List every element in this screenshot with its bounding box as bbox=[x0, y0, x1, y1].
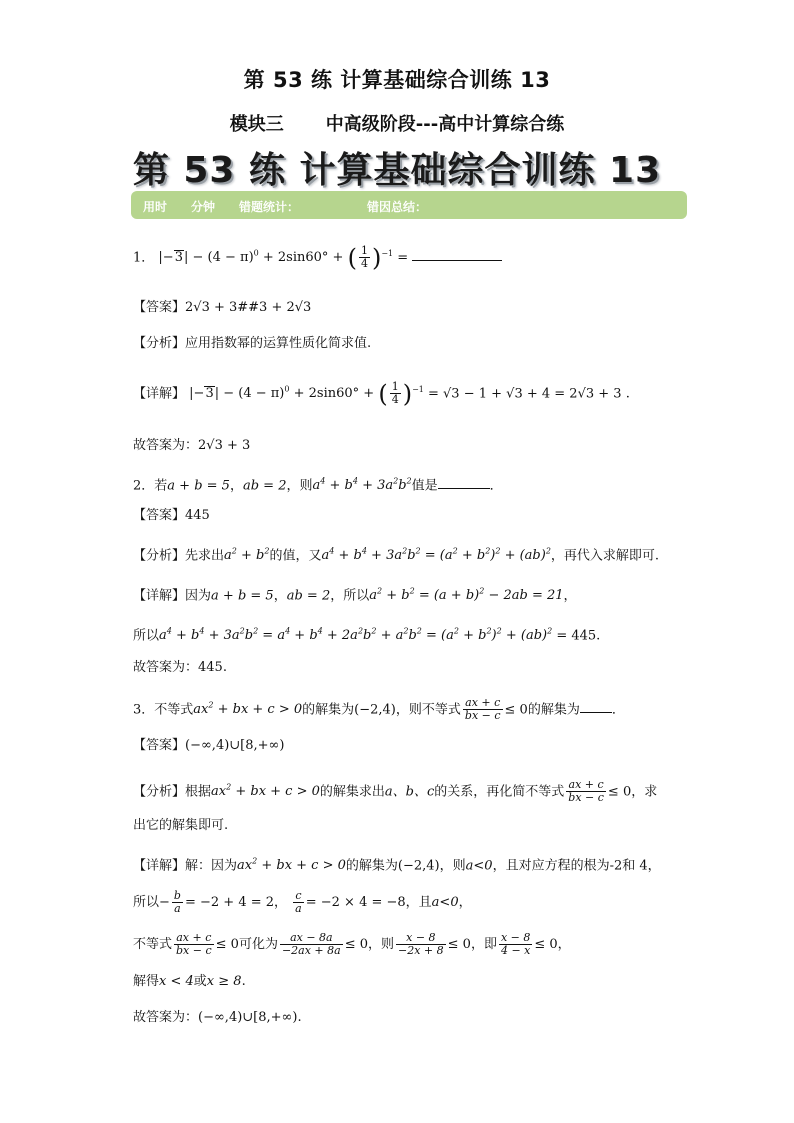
error-reason-label: 错因总结： bbox=[367, 200, 428, 214]
q3-blank bbox=[580, 712, 612, 713]
q3-detail-line4: 解得x < 4或x ≥ 8. bbox=[133, 974, 246, 989]
q2-detail-line2: 所以$a^4 + b^4 + 3a^2b^2 = a^4 + b^4 + 2a^2b^2 + a^2b^2 = (a^2 + b^2)^2 + (ab)^2 = 445$. bbox=[133, 627, 601, 644]
q1-blank bbox=[412, 260, 502, 261]
module-label: 模块三 bbox=[229, 114, 284, 135]
q2-stem: 2．若a + b = 5，ab = 2，则$a^4 + b^4 + 3a^2b^2$值是 ． bbox=[133, 477, 503, 494]
q2-detail: 【详解】因为a + b = 5，ab = 2，所以$a^2 + b^2 = (a + b)^2 - 2ab = 21$， bbox=[133, 587, 577, 604]
time-label: 用时 bbox=[143, 200, 168, 214]
error-stats-label: 错题统计： bbox=[239, 200, 300, 214]
stat-bar bbox=[131, 191, 687, 219]
banner-title: 第 53 练 计算基础综合训练 13 bbox=[132, 150, 662, 191]
q3-stem: 3．不等式$ax^2$ + bx + c > 0的解集为(−2,4)，则不等式 $\frac{ax + c}{bx - c}$ ≤ 0的解集为 ． bbox=[133, 696, 625, 723]
q3-answer: 【答案】(−∞,4)∪[8,+∞) bbox=[133, 738, 285, 753]
minutes-label: 分钟 bbox=[191, 200, 216, 214]
q2-answer: 【答案】445 bbox=[133, 508, 210, 523]
q2-blank bbox=[438, 488, 490, 489]
q1-stem: 1． $|-3| - (4 - \pi)^0 + 2\sin 60^\circ$ + ( $\frac{1}{4}$ )$^{-1}$ = bbox=[133, 244, 502, 270]
stage-label: 中高级阶段---高中计算综合练 bbox=[325, 114, 565, 135]
q1-analysis: 【分析】应用指数幂的运算性质化简求值. bbox=[133, 336, 372, 351]
q3-analysis: 【分析】根据$ax^2$ + bx + c > 0的解集求出a、b、c的关系，再化简不等式 $\frac{ax + c}{bx - c}$ ≤ 0，求 bbox=[133, 778, 658, 805]
page-title: 第 53 练 计算基础综合训练 13 bbox=[243, 68, 551, 92]
q3-final: 故答案为：(−∞,4)∪[8,+∞). bbox=[133, 1010, 302, 1025]
q2-final: 故答案为：445. bbox=[133, 660, 227, 675]
page-subtitle bbox=[0, 110, 794, 136]
q3-detail-line2: 所以− $\frac{b}{a}$ = −2 + 4 = 2， $\frac{c}{a}$ = −2 × 4 = −8，且a<0， bbox=[133, 889, 472, 915]
q1-detail: 【详解】 $|-3| - (4 - \pi)^0 + 2\sin 60^\circ$ + ( $\frac{1}{4}$ )$^{-1}$ = √3 − 1 + √3 + 4 = 2√3 + 3 . bbox=[133, 379, 630, 408]
q2-analysis: 【分析】先求出$a^2 + b^2$的值，又$a^4 + b^4 + 3a^2b^2 = (a^2 + b^2)^2 + (ab)^2$，再代入求解即可. bbox=[133, 547, 660, 564]
q3-detail: 【详解】解：因为$ax^2$ + bx + c > 0的解集为(−2,4)，则a<0，且对应方程的根为-2和 4， bbox=[133, 857, 661, 874]
q1-final: 故答案为：2√3 + 3 bbox=[133, 438, 251, 453]
q3-detail-line3: 不等式 $\frac{ax + c}{bx - c}$ ≤ 0可化为 $\frac{ax - 8a}{-2ax + 8a}$ ≤ 0，则 $\frac{x - 8}{-2x + 8}$ ≤ 0，即 $\frac{x - 8}{4 - x}$ ≤ 0， bbox=[133, 931, 571, 957]
q3-analysis-line2: 出它的解集即可. bbox=[133, 818, 229, 833]
q1-answer: 【答案】2√3 + 3##3 + 2√3 bbox=[133, 300, 312, 315]
